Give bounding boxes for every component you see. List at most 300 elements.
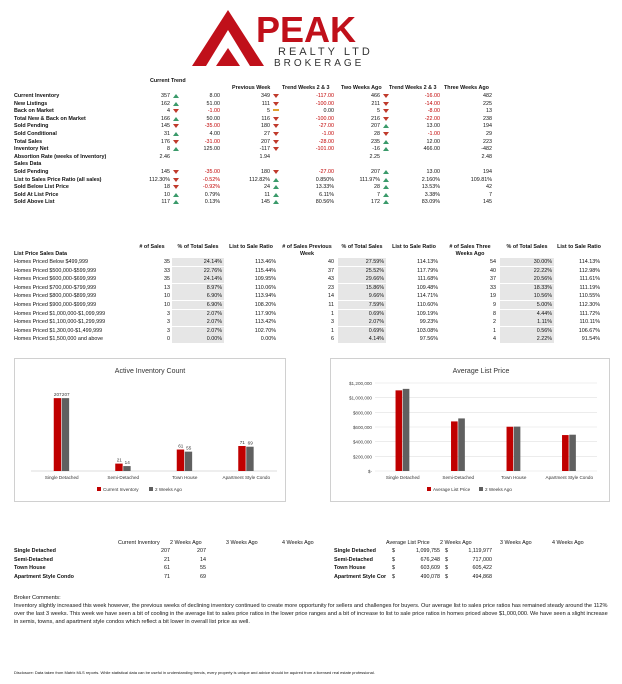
price-cell: 19 bbox=[490, 293, 496, 300]
trend3-value: 466.00 bbox=[423, 146, 440, 153]
row-label: Total New & Back on Market bbox=[14, 115, 86, 122]
price-header: % of Total Sales bbox=[506, 244, 548, 250]
two-weeks-value: 172 bbox=[371, 199, 380, 206]
peak-logo bbox=[190, 8, 430, 68]
previous-week-value: 24 bbox=[264, 184, 270, 191]
trend-up-icon bbox=[273, 200, 279, 204]
category-label: Single Detached bbox=[44, 475, 79, 480]
bar bbox=[54, 398, 61, 471]
row-label: Sold At List Price bbox=[14, 191, 59, 198]
price-cell: 13 bbox=[164, 284, 170, 291]
trend-up-icon bbox=[173, 147, 179, 151]
inventory-current: 207 bbox=[161, 548, 170, 554]
price-small-current: 603,609 bbox=[420, 565, 440, 572]
category-label: Single Detached bbox=[385, 475, 420, 480]
trend2-value: 80.56% bbox=[315, 199, 334, 206]
two-weeks-value: 111.97% bbox=[359, 176, 380, 183]
trend2-value: 0.00 bbox=[323, 108, 334, 115]
price-cell: 117.79% bbox=[417, 267, 438, 274]
price-small-row-label: Single Detached bbox=[334, 548, 376, 554]
price-cell: 97.56% bbox=[419, 336, 438, 343]
price-cell: 102.70% bbox=[254, 327, 276, 334]
two-weeks-value: 235 bbox=[371, 138, 380, 145]
trend2-value: -28.00 bbox=[318, 138, 334, 145]
inventory-row-label: Single Detached bbox=[14, 548, 56, 554]
price-cell: 99.23% bbox=[419, 319, 438, 326]
previous-week-value: 180 bbox=[261, 123, 270, 130]
trend-down-icon bbox=[173, 109, 179, 113]
price-cell: 2 bbox=[493, 319, 496, 326]
price-cell: 0.00% bbox=[172, 335, 224, 343]
current-value: 176 bbox=[161, 138, 170, 145]
average-list-price-chart-svg bbox=[331, 359, 609, 501]
trend2-value: -100.00 bbox=[315, 115, 334, 122]
trend-down-icon bbox=[383, 102, 389, 106]
trend-value: 51.00 bbox=[206, 100, 220, 107]
currency-symbol: $ bbox=[445, 548, 448, 554]
inventory-current: 21 bbox=[164, 556, 170, 563]
trend-up-icon bbox=[383, 140, 389, 144]
three-weeks-value: 7 bbox=[489, 191, 492, 198]
bar bbox=[403, 389, 410, 471]
two-weeks-value: -16 bbox=[372, 146, 380, 153]
price-cell: 110.60% bbox=[417, 302, 438, 308]
price-header: List to Sale Ratio bbox=[557, 244, 601, 250]
price-cell: 4.14% bbox=[338, 335, 386, 343]
previous-week-value: 145 bbox=[261, 199, 270, 206]
price-cell: 2.07% bbox=[172, 327, 224, 335]
inventory-current: 61 bbox=[164, 565, 170, 572]
price-cell: 37 bbox=[490, 276, 496, 283]
inventory-row-label: Apartment Style Condo bbox=[14, 573, 74, 580]
three-weeks-value: 42 bbox=[486, 184, 492, 191]
bar bbox=[562, 435, 569, 471]
currency-symbol: $ bbox=[392, 548, 395, 554]
legend-swatch bbox=[479, 487, 483, 491]
bar bbox=[396, 390, 403, 471]
previous-week-value: 207 bbox=[261, 138, 270, 145]
current-value: 162 bbox=[161, 100, 170, 107]
trend2-value: -27.00 bbox=[318, 169, 334, 175]
price-cell: 1 bbox=[493, 327, 496, 334]
currency-symbol: $ bbox=[392, 556, 395, 563]
trend-value: -35.00 bbox=[204, 169, 220, 175]
trend-up-icon bbox=[173, 117, 179, 121]
trend-down-icon bbox=[383, 109, 389, 113]
legend-swatch bbox=[427, 487, 431, 491]
inventory-row-label: Town House bbox=[14, 565, 46, 572]
trend3-value: 13.00 bbox=[426, 169, 440, 175]
trend-value: -0.92% bbox=[202, 184, 220, 191]
price-cell: 4 bbox=[493, 336, 496, 343]
currency-symbol: $ bbox=[392, 565, 395, 572]
trend-up-icon bbox=[173, 102, 179, 106]
sales-data-label: Sales Data bbox=[14, 161, 42, 168]
previous-week-value: 27 bbox=[264, 131, 270, 137]
inventory-header: 4 Weeks Ago bbox=[282, 540, 314, 546]
price-range-label: Homes Priced $900,000-$999,999 bbox=[14, 302, 97, 308]
three-weeks-value: 13 bbox=[486, 108, 492, 115]
price-cell: 23 bbox=[328, 284, 334, 291]
price-cell: 117.90% bbox=[255, 310, 276, 317]
three-weeks-value: 225 bbox=[483, 100, 492, 107]
data-label: 207 bbox=[61, 392, 70, 398]
price-small-row-label: Town House bbox=[334, 565, 366, 572]
price-cell: 2.07% bbox=[172, 310, 224, 318]
trend-down-icon bbox=[273, 102, 279, 106]
bar bbox=[451, 421, 458, 471]
price-cell: 113.46% bbox=[255, 259, 276, 265]
trend-value: 125.00 bbox=[203, 146, 220, 153]
trend-down-icon bbox=[383, 117, 389, 121]
currency-symbol: $ bbox=[445, 573, 448, 580]
price-cell: 8 bbox=[493, 310, 496, 317]
three-weeks-value: 223 bbox=[483, 138, 492, 145]
row-label: Sold Below List Price bbox=[14, 184, 69, 191]
trend-up-icon bbox=[173, 94, 179, 98]
row-label: Back on Market bbox=[14, 108, 54, 115]
category-label: Apartment Style Condo bbox=[545, 475, 593, 480]
price-cell: 2.07% bbox=[172, 318, 224, 326]
three-weeks-value: -482 bbox=[481, 146, 492, 153]
price-cell: 11 bbox=[328, 302, 334, 308]
legend-label: 2 Weeks Ago bbox=[485, 487, 512, 492]
price-range-label: Homes Priced $600,000-$699,999 bbox=[14, 276, 97, 283]
row-label: Current Inventory bbox=[14, 93, 60, 99]
price-cell: 2.07% bbox=[338, 318, 386, 326]
price-cell: 110.06% bbox=[255, 284, 276, 291]
price-cell: 114.71% bbox=[417, 293, 438, 300]
active-inventory-chart bbox=[14, 358, 286, 502]
inventory-header: 3 Weeks Ago bbox=[226, 540, 258, 546]
price-cell: 0.00% bbox=[260, 336, 276, 343]
trend-value: 0.79% bbox=[204, 191, 220, 198]
inventory-2weeks: 207 bbox=[197, 548, 206, 554]
price-cell: 5.00% bbox=[500, 301, 554, 309]
trend-value: -35.00 bbox=[204, 123, 220, 130]
price-small-header: 2 Weeks Ago bbox=[440, 540, 472, 546]
logo-sub2: BROKERAGE bbox=[274, 58, 365, 68]
trend-value: -1.00 bbox=[207, 108, 220, 115]
row-label: Sold Above List bbox=[14, 199, 55, 206]
trend-down-icon bbox=[273, 147, 279, 151]
previous-week-value: -117 bbox=[259, 146, 270, 153]
price-cell: 10.56% bbox=[500, 292, 554, 300]
price-cell: 0.69% bbox=[338, 327, 386, 335]
bar bbox=[458, 418, 465, 471]
price-cell: 33 bbox=[490, 284, 496, 291]
trend3-value: -14.00 bbox=[424, 100, 440, 107]
trend-down-icon bbox=[173, 170, 179, 174]
trend-value: -0.52% bbox=[202, 176, 220, 183]
price-cell: 10 bbox=[164, 302, 170, 308]
chart-title: Active Inventory Count bbox=[114, 368, 186, 375]
legend-swatch bbox=[97, 487, 101, 491]
price-cell: 24.14% bbox=[172, 258, 224, 266]
current-value: 18 bbox=[164, 184, 170, 191]
price-table-title: List Price Sales Data bbox=[14, 251, 68, 257]
header-current-trend: Current Trend bbox=[150, 78, 186, 84]
legend-label: 2 Weeks Ago bbox=[155, 487, 182, 492]
price-small-current: 676,248 bbox=[420, 556, 440, 563]
price-header: % of Total Sales bbox=[177, 244, 219, 250]
price-cell: 114.13% bbox=[417, 259, 438, 265]
price-cell: 20.56% bbox=[500, 275, 554, 283]
trend-up-icon bbox=[273, 193, 279, 197]
price-cell: 0.69% bbox=[338, 310, 386, 318]
row-label: Sold Conditional bbox=[14, 131, 57, 137]
current-value: 166 bbox=[161, 115, 170, 122]
price-cell: 2.22% bbox=[500, 335, 554, 343]
previous-week-value: 180 bbox=[261, 169, 270, 175]
price-cell: 111.19% bbox=[579, 284, 600, 291]
header-trend-weeks-b: Trend Weeks 2 & 3 bbox=[389, 85, 437, 91]
trend-down-icon bbox=[273, 170, 279, 174]
price-cell: 40 bbox=[490, 267, 496, 274]
price-cell: 1 bbox=[331, 310, 334, 317]
price-cell: 0.56% bbox=[500, 327, 554, 335]
trend3-value: 13.00 bbox=[426, 123, 440, 130]
broker-comments bbox=[14, 594, 610, 626]
trend-value: 8.00 bbox=[209, 93, 220, 99]
previous-week-value: 11 bbox=[264, 191, 270, 198]
price-small-2weeks: 605,422 bbox=[472, 565, 492, 572]
three-weeks-value: 109.81% bbox=[470, 176, 492, 183]
trend-down-icon bbox=[273, 140, 279, 144]
price-small-current: 1,099,755 bbox=[416, 548, 440, 554]
price-cell: 24.14% bbox=[172, 275, 224, 283]
chart-title: Average List Price bbox=[452, 368, 510, 375]
trend2-value: -101.00 bbox=[315, 146, 334, 153]
header-three-weeks-ago: Three Weeks Ago bbox=[444, 85, 489, 91]
category-label: Apartment Style Condo bbox=[222, 475, 270, 480]
row-label: New Listings bbox=[14, 100, 48, 107]
bar bbox=[569, 435, 576, 471]
trend2-value: -1.00 bbox=[321, 131, 334, 137]
price-small-header: Average List Price bbox=[386, 540, 430, 546]
currency-symbol: $ bbox=[445, 556, 448, 563]
price-cell: 109.19% bbox=[416, 310, 438, 317]
price-cell: 112.98% bbox=[579, 267, 600, 274]
price-cell: 25.52% bbox=[338, 267, 386, 275]
price-cell: 108.20% bbox=[254, 302, 276, 308]
price-small-row-label: Semi-Detached bbox=[334, 556, 373, 563]
price-header: # of Sales bbox=[139, 244, 165, 250]
trend-up-icon bbox=[383, 178, 389, 182]
trend-down-icon bbox=[173, 124, 179, 128]
price-header: List to Sale Ratio bbox=[392, 244, 436, 250]
price-range-label: Homes Priced $1,100,000-$1,299,999 bbox=[14, 319, 106, 326]
price-header: # of Sales Previous Week bbox=[282, 244, 332, 257]
previous-week-value: 5 bbox=[267, 108, 270, 115]
inventory-header: Current Inventory bbox=[118, 540, 160, 546]
trend-up-icon bbox=[383, 185, 389, 189]
row-label: Absortion Rate (weeks of Inventory) bbox=[14, 153, 107, 160]
price-cell: 111.61% bbox=[579, 276, 600, 283]
y-tick-label: $400,000 bbox=[352, 439, 372, 445]
price-range-label: Homes Priced $1,300,00-$1,499,999 bbox=[14, 327, 103, 334]
trend3-value: 83.09% bbox=[421, 199, 440, 206]
previous-week-value: 112.82% bbox=[249, 176, 270, 183]
previous-week-value: 111 bbox=[261, 100, 270, 107]
price-cell: 14 bbox=[328, 293, 334, 300]
price-cell: 113.94% bbox=[255, 293, 276, 300]
broker-comments-text: Inventory slightly increased this week however, the previous weeks of declining inventory continued to create more opportunity for sellers and challenges for buyers. Our average list to sales price ratios has remained steady around the 112% over the last 3 weeks. This week we have seen a bit of cooling in the average list to sales price ratios in the lower price ranges and a bit of increase to list to sale price ratios in homes priced above $1,000,000. We have seen a slight increase in semis, towns, and apartment style condos which reflect a bit lower in overall list price as well. bbox=[14, 603, 608, 625]
price-small-header: 3 Weeks Ago bbox=[500, 540, 532, 546]
row-label: Sold Pending bbox=[14, 123, 49, 130]
price-cell: 1.11% bbox=[500, 318, 554, 326]
y-tick-label: $- bbox=[367, 469, 372, 474]
trend-up-icon bbox=[273, 185, 279, 189]
price-range-label: Homes Priced $1,500,000 and above bbox=[14, 336, 104, 343]
price-cell: 8.97% bbox=[172, 284, 224, 292]
price-cell: 30.00% bbox=[500, 258, 554, 266]
price-cell: 18.33% bbox=[500, 284, 554, 292]
trend2-value: 0.850% bbox=[315, 176, 334, 183]
row-label: Inventory Net bbox=[14, 146, 49, 153]
price-cell: 111.72% bbox=[579, 310, 600, 317]
current-value: 357 bbox=[161, 93, 170, 99]
disclosure: Disclosure: Data taken from Matrix MLS reports. While statistical data can be useful in understanding trends, every property is unique and advice should be aquired from a licensed real estate professional. bbox=[14, 670, 375, 675]
price-small-2weeks: 717,000 bbox=[472, 556, 492, 563]
trend2-value: -117.00 bbox=[316, 93, 334, 99]
current-value: 8 bbox=[167, 146, 170, 153]
price-cell: 54 bbox=[490, 259, 496, 265]
price-cell: 114.13% bbox=[579, 259, 600, 265]
logo-sub1: REALTY LTD bbox=[278, 46, 373, 58]
y-tick-label: $1,200,000 bbox=[349, 381, 372, 386]
price-cell: 3 bbox=[331, 319, 334, 326]
price-cell: 103.08% bbox=[416, 327, 438, 334]
price-small-2weeks: 1,119,977 bbox=[468, 548, 492, 554]
current-value: 112.30% bbox=[149, 176, 170, 183]
price-header: List to Sale Ratio bbox=[229, 244, 273, 250]
price-cell: 43 bbox=[328, 276, 334, 283]
category-label: Semi-Detached bbox=[442, 475, 475, 480]
three-weeks-value: 194 bbox=[483, 169, 492, 175]
trend-down-icon bbox=[383, 132, 389, 136]
price-cell: 27.59% bbox=[338, 258, 386, 266]
price-small-header: 4 Weeks Ago bbox=[552, 540, 584, 546]
bar bbox=[185, 452, 192, 471]
trend-down-icon bbox=[173, 185, 179, 189]
trend-up-icon bbox=[273, 178, 279, 182]
logo-name: PEAK bbox=[256, 9, 357, 50]
previous-week-value: 349 bbox=[261, 93, 270, 99]
data-label: 21 bbox=[116, 457, 122, 463]
price-cell: 3 bbox=[167, 319, 170, 326]
three-weeks-value: 145 bbox=[483, 199, 492, 206]
two-weeks-value: 211 bbox=[371, 100, 380, 107]
data-label: 71 bbox=[239, 440, 245, 446]
price-cell: 9.66% bbox=[338, 292, 386, 300]
current-value: 117 bbox=[161, 199, 170, 206]
price-range-label: Homes Priced $700,000-$799,999 bbox=[14, 284, 97, 291]
price-range-label: Homes Priced $500,000-$599,999 bbox=[14, 267, 97, 274]
trend3-value: 12.00 bbox=[426, 138, 440, 145]
price-cell: 33 bbox=[164, 267, 170, 274]
trend-down-icon bbox=[383, 94, 389, 98]
header-two-weeks-ago: Two Weeks Ago bbox=[341, 85, 382, 91]
y-tick-label: $600,000 bbox=[352, 425, 372, 430]
price-cell: 29.66% bbox=[338, 275, 386, 283]
trend-up-icon bbox=[173, 132, 179, 136]
price-header: # of Sales Three Weeks Ago bbox=[449, 244, 491, 257]
inventory-2weeks: 55 bbox=[200, 565, 206, 572]
trend2-value: -27.00 bbox=[318, 123, 334, 130]
two-weeks-value: 216 bbox=[371, 115, 380, 122]
trend3-value: -22.00 bbox=[424, 115, 440, 122]
bar bbox=[507, 427, 514, 471]
broker-comments-title: Broker Comments: bbox=[14, 595, 61, 601]
bar bbox=[177, 450, 184, 471]
price-cell: 40 bbox=[328, 259, 334, 265]
trend-value: -31.00 bbox=[204, 138, 220, 145]
header-previous-week: Previous Week bbox=[232, 85, 271, 91]
price-cell: 7.59% bbox=[338, 301, 386, 309]
data-label: 55 bbox=[186, 445, 192, 451]
inventory-2weeks: 69 bbox=[200, 573, 206, 580]
trend3-value: 13.53% bbox=[421, 184, 440, 191]
price-cell: 35 bbox=[164, 259, 170, 265]
y-tick-label: $1,000,000 bbox=[349, 395, 372, 401]
trend-up-icon bbox=[383, 170, 389, 174]
current-value: 2.46 bbox=[159, 153, 170, 160]
trend-value: 4.00 bbox=[209, 131, 220, 137]
trend-down-icon bbox=[273, 132, 279, 136]
price-small-current: 490,078 bbox=[420, 573, 440, 580]
currency-symbol: $ bbox=[392, 573, 395, 580]
price-cell: 115.44% bbox=[255, 267, 276, 274]
two-weeks-value: 28 bbox=[374, 131, 380, 137]
price-cell: 22.22% bbox=[500, 267, 554, 275]
trend-up-icon bbox=[383, 124, 389, 128]
price-cell: 9 bbox=[493, 302, 496, 308]
row-label: Sold Pending bbox=[14, 169, 49, 175]
three-weeks-value: 2.48 bbox=[481, 153, 492, 160]
data-label: 61 bbox=[178, 443, 184, 449]
row-label: Total Sales bbox=[14, 138, 43, 145]
current-value: 145 bbox=[161, 123, 170, 130]
inventory-header: 2 Weeks Ago bbox=[170, 540, 202, 546]
trend3-value: -1.00 bbox=[427, 131, 440, 137]
trend3-value: 3.38% bbox=[424, 191, 440, 198]
price-cell: 4.44% bbox=[500, 310, 554, 318]
row-label: List to Sales Price Ratio (all sales) bbox=[14, 176, 102, 183]
price-cell: 106.67% bbox=[578, 327, 600, 334]
price-cell: 1 bbox=[331, 327, 334, 334]
two-weeks-value: 7 bbox=[377, 191, 380, 198]
price-cell: 113.42% bbox=[255, 319, 276, 326]
price-cell: 6.90% bbox=[172, 301, 224, 309]
trend3-value: -8.00 bbox=[427, 108, 440, 115]
trend2-value: 6.11% bbox=[319, 191, 334, 198]
data-label: 14 bbox=[124, 460, 130, 466]
y-tick-label: $800,000 bbox=[352, 410, 372, 416]
trend-down-icon bbox=[273, 124, 279, 128]
header-trend-weeks: Trend Weeks 2 & 3 bbox=[282, 85, 330, 91]
current-value: 31 bbox=[164, 131, 170, 137]
trend-flat-icon bbox=[273, 109, 279, 111]
currency-symbol: $ bbox=[445, 565, 448, 572]
inventory-2weeks: 14 bbox=[200, 556, 206, 563]
price-cell: 91.54% bbox=[581, 336, 600, 343]
three-weeks-value: 29 bbox=[486, 131, 492, 137]
price-cell: 3 bbox=[167, 327, 170, 334]
bar bbox=[246, 447, 253, 471]
price-cell: 35 bbox=[164, 276, 170, 283]
trend-up-icon bbox=[383, 193, 389, 197]
